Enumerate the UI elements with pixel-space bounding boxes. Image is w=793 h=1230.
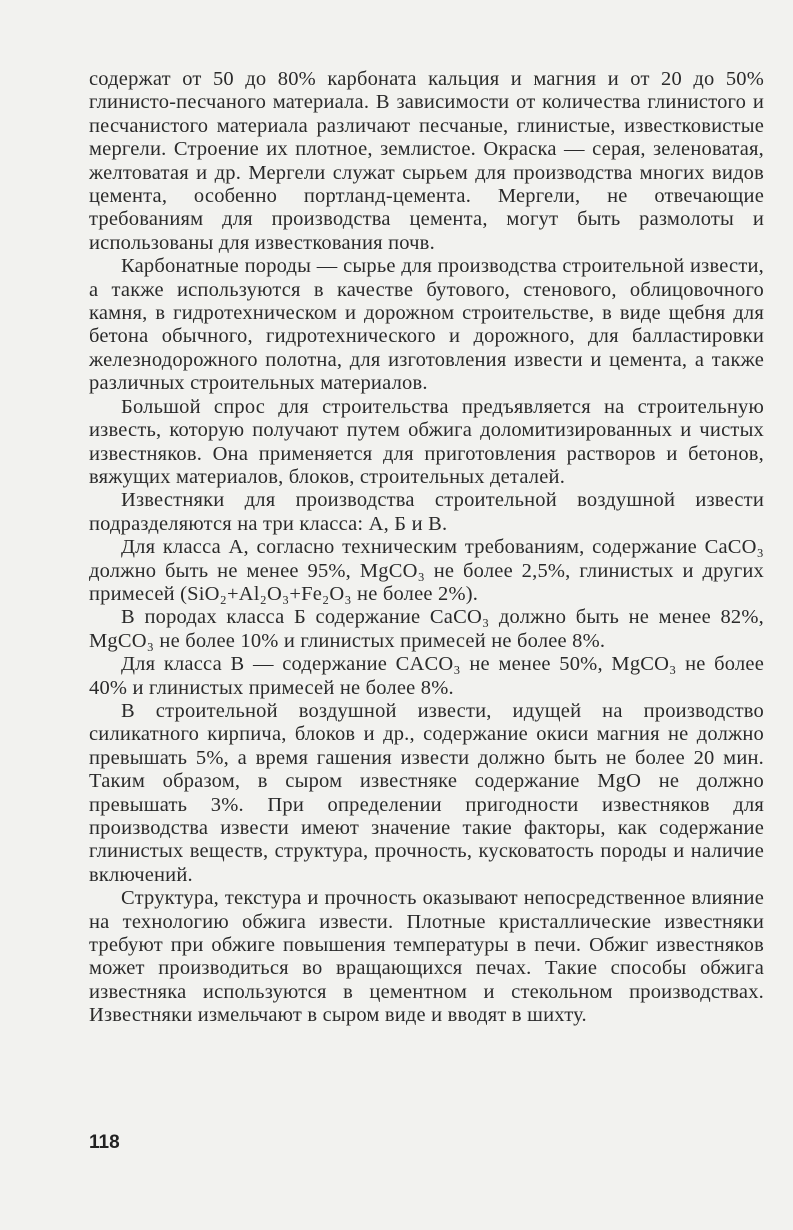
paragraph: Известняки для производства строительной воздушной извести подразделяются на три класса: А, Б и В.	[89, 489, 764, 535]
page-number: 118	[89, 1132, 120, 1153]
paragraph: Для класса В — содержание CACO₃ не менее 50%, MgCO₃ не более 40% и глинистых примесей не более 8%.	[89, 653, 764, 699]
paragraph: Структура, текстура и прочность оказывают непосредственное влияние на технологию обжига извести. Плотные кристаллические известняки требуют при обжиге повышения температуры в печи. Обжиг известняков может производиться во вращающихся печах. Такие способы обжига известняка используются в цементном и стекольном производствах. Известняки измельчают в сыром виде и вводят в шихту.	[89, 887, 764, 1027]
paragraph: В строительной воздушной извести, идущей на производство силикатного кирпича, блоков и др., содержание окиси магния не должно превышать 5%, а время гашения извести должно быть не более 20 мин. Таким образом, в сыром известняке содержание MgO не должно превышать 3%. При определении пригодности известняков для производства извести имеют значение такие факторы, как содержание глинистых веществ, структура, прочность, кусковатость породы и наличие включений.	[89, 699, 764, 886]
paragraph: содержат от 50 до 80% карбоната кальция и магния и от 20 до 50% глинисто-песчаного материала. В зависимости от количества глинистого и песчанистого материала различают песчаные, глинистые, известковистые мергели. Строение их плотное, землистое. Окраска — серая, зеленоватая, желтоватая и др. Мергели служат сырьем для производства многих видов цемента, особенно портланд-цемента. Мергели, не отвечающие требованиям для производства цемента, могут быть размолоты и использованы для известкования почв.	[89, 68, 764, 254]
paragraph: В породах класса Б содержание CaCO₃ должно быть не менее 82%, MgCO₃ не более 10% и глинистых примесей не более 8%.	[89, 606, 764, 652]
body-text	[89, 68, 764, 1028]
paragraph: Карбонатные породы — сырье для производства строительной извести, а также используются в качестве бутового, стенового, облицовочного камня, в гидротехническом и дорожном строительстве, в виде щебня для бетона обычного, гидротехнического и дорожного, для балластировки железнодорожного полотна, для изготовления извести и цемента, а также различных строительных материалов.	[89, 255, 764, 395]
paragraph: Для класса А, согласно техническим требованиям, содержание CaCO₃ должно быть не менее 95%, MgCO₃ не более 2,5%, глинистых и других примесей (SiO₂+Al₂O₃+Fe₂O₃ не более 2%).	[89, 536, 764, 605]
paragraph: Большой спрос для строительства предъявляется на строительную известь, которую получают путем обжига доломитизированных и чистых известняков. Она применяется для приготовления растворов и бетонов, вяжущих материалов, блоков, строительных деталей.	[89, 395, 764, 488]
